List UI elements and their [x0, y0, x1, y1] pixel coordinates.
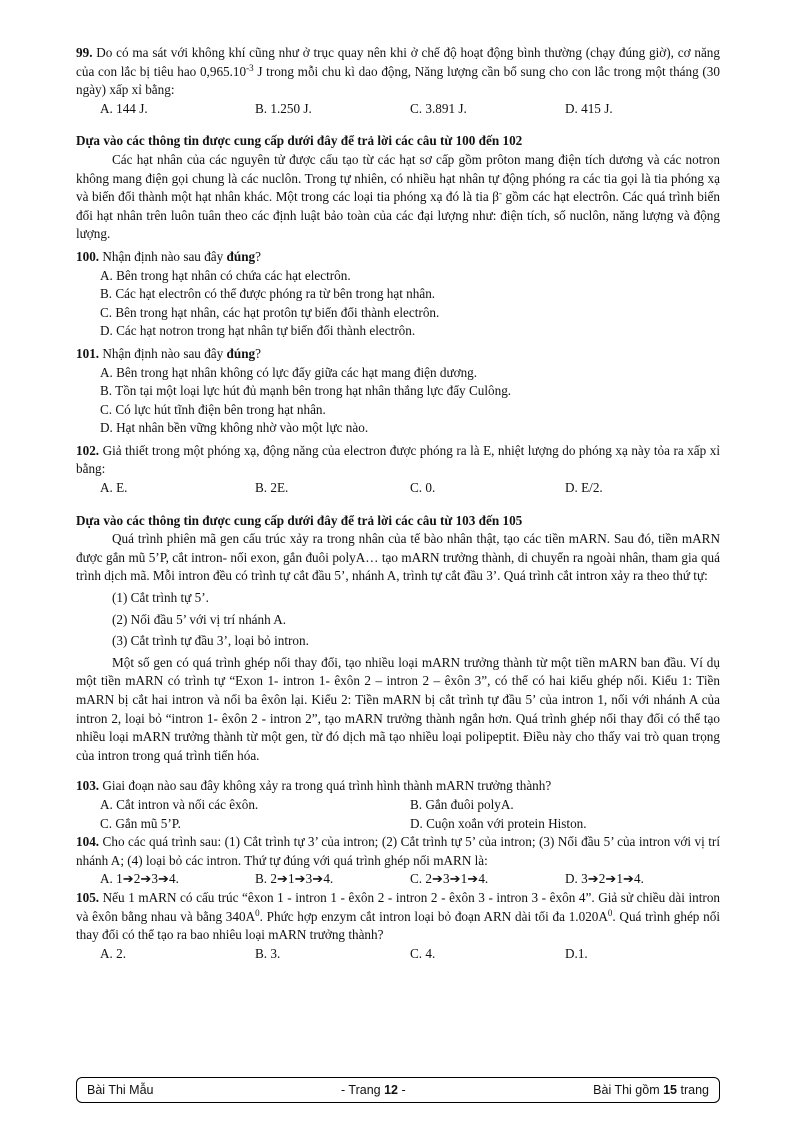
- question-102-stem: 102. Giả thiết trong một phóng xạ, động năng của electron được phóng ra là E, nhiệt lượng do phóng xạ này tỏa ra xấp xỉ bằng:: [76, 442, 720, 477]
- section-heading-103-105: Dựa vào các thông tin được cung cấp dưới đây để trả lời các câu từ 103 đến 105: [76, 512, 523, 528]
- option-d: D.1.: [565, 945, 588, 961]
- spacer: [76, 765, 720, 777]
- option-b: B. 3.: [255, 945, 281, 961]
- option-c: C. 2➔3➔1➔4.: [410, 871, 489, 887]
- option-d: D. Các hạt notron trong hạt nhân tự biến đổi thành electrôn.: [100, 323, 416, 339]
- answer-options: [76, 945, 720, 964]
- passage-nuclear: Các hạt nhân của các nguyên tử được cấu tạo từ các hạt sơ cấp gồm prôton mang điện tích dương và các notron không mang điện gọi chung là các nuclôn. Trong tự nhiên, có nhiều hạt nhân tự động phóng ra các tia gọi là tia phóng xạ và biến đổi thành một hạt nhân khác. Một trong các loại tia phóng xạ đó là tia β- gồm các hạt electrôn. Các quá trình biến đổi hạt nhân trên luôn tuân theo các định luật bảo toàn của các đại lượng như: điện tích, số nuclôn, năng lượng và động lượng.: [76, 151, 720, 242]
- question-101: [76, 345, 720, 438]
- option-b: B. Gắn đuôi polyA.: [410, 796, 514, 812]
- question-100-stem: 100. Nhận định nào sau đây đúng?: [76, 248, 261, 264]
- footer-total-pages: Bài Thi gồm 15 trang: [593, 1083, 709, 1097]
- question-number: 104.: [76, 834, 100, 850]
- option-c: C. Gắn mũ 5’P.: [100, 815, 181, 831]
- option-b: B. 2➔1➔3➔4.: [255, 871, 334, 887]
- option-c: C. Có lực hút tĩnh điện bên trong hạt nhân.: [100, 401, 326, 417]
- question-number: 100.: [76, 248, 100, 264]
- question-number: 103.: [76, 778, 100, 794]
- option-a: A. 2.: [100, 945, 127, 961]
- page-footer: [76, 1077, 720, 1103]
- question-104-stem: 104. Cho các quá trình sau: (1) Cắt trình tự 3’ của intron; (2) Cắt trình tự 5’ của intron; (3) Nối đầu 5’ của intron với vị trí nhánh A; (4) loại bỏ các intron. Thứ tự đúng với quá trình ghép nối mARN là:: [76, 834, 720, 868]
- footer-page-number: - Trang 12 -: [341, 1083, 406, 1097]
- option-d: D. Hạt nhân bền vững không nhờ vào một lực nào.: [100, 420, 369, 436]
- option-d: D. E/2.: [565, 480, 603, 496]
- step-2: (2) Nối đầu 5’ với vị trí nhánh A.: [112, 611, 287, 627]
- exam-page: [76, 44, 720, 963]
- question-number: 102.: [76, 442, 100, 458]
- step-3: (3) Cắt trình tự đầu 3’, loại bỏ intron.: [112, 633, 309, 649]
- answer-options: [76, 479, 720, 498]
- option-c: C. 0.: [410, 480, 436, 496]
- question-number: 101.: [76, 345, 100, 361]
- option-c: C. 4.: [410, 945, 436, 961]
- answer-options-row-2: [76, 815, 720, 834]
- option-d: D. Cuộn xoắn với protein Histon.: [410, 815, 587, 831]
- question-103: [76, 777, 720, 833]
- passage-mrna: Quá trình phiên mã gen cấu trúc xảy ra trong nhân của tế bào nhân thật, tạo các tiền mARN. Sau đó, tiền mARN được gắn mũ 5’P, cắt intron- nối exon, gắn đuôi polyA… tạo mARN trưởng thành, di chuyển ra ngoài nhân, tham gia quá trình dịch mã. Mỗi intron đều có trình tự cắt đầu 5’, nhánh A, trình tự cắt đầu 3’. Quá trình cắt intron xảy ra theo thứ tự:: [76, 531, 720, 584]
- option-d: D. 3➔2➔1➔4.: [565, 871, 644, 887]
- answer-options-row-1: [76, 796, 720, 815]
- footer-exam-name: Bài Thi Mẫu: [87, 1083, 154, 1097]
- question-104: [76, 833, 720, 889]
- option-a: A. E.: [100, 480, 128, 496]
- option-b: B. Tồn tại một loại lực hút đủ mạnh bên trong hạt nhân thắng lực đẩy Culông.: [100, 383, 512, 399]
- question-99: [76, 44, 720, 118]
- question-99-stem: 99. Do có ma sát với không khí cũng như ở trục quay nên khi ở chế độ hoạt động bình thường (chạy đúng giờ), cơ năng của con lắc bị tiêu hao $0,965.10^{-3}$ J trong mỗi chu kì dao động, Năng lượng cần bổ sung cho con lắc trong một tháng (30 ngày) xấp xỉ bằng:: [76, 45, 720, 98]
- option-c: C. Bên trong hạt nhân, các hạt protôn tự biến đổi thành electrôn.: [100, 304, 440, 320]
- question-105: [76, 889, 720, 963]
- option-a: A. Bên trong hạt nhân có chứa các hạt electrôn.: [100, 267, 351, 283]
- question-number: 99.: [76, 45, 93, 60]
- option-a: A. 144 J.: [100, 100, 148, 116]
- answer-options: [76, 100, 720, 119]
- answer-options: [76, 870, 720, 889]
- option-c: C. 3.891 J.: [410, 100, 467, 116]
- step-1: (1) Cắt trình tự 5’.: [112, 590, 209, 606]
- question-101-stem: 101. Nhận định nào sau đây đúng?: [76, 345, 261, 361]
- option-a: A. Cắt intron và nối các êxôn.: [100, 796, 259, 812]
- option-b: B. 2E.: [255, 480, 289, 496]
- question-103-stem: 103. Giai đoạn nào sau đây không xảy ra trong quá trình hình thành mARN trưởng thành?: [76, 778, 552, 794]
- option-b: B. Các hạt electrôn có thể được phóng ra từ bên trong hạt nhân.: [100, 286, 436, 302]
- option-d: D. 415 J.: [565, 100, 613, 116]
- option-b: B. 1.250 J.: [255, 100, 312, 116]
- option-a: A. Bên trong hạt nhân không có lực đẩy giữa các hạt mang điện dương.: [100, 364, 478, 380]
- section-heading-100-102: Dựa vào các thông tin được cung cấp dưới đây để trả lời các câu từ 100 đến 102: [76, 133, 523, 149]
- question-105-stem: 105. Nếu 1 mARN có cấu trúc “êxon 1 - intron 1 - êxôn 2 - intron 2 - êxôn 3 - intron 3 - êxôn 4”. Giả sử chiều dài intron và êxôn bằng nhau và bằng $340A^0$. Phức hợp enzym cắt intron loại bỏ đoạn ARN dài tối đa $1.020A^0$. Quá trình ghép nối thay đổi có thể tạo ra bao nhiêu loại mARN trưởng thành?: [76, 889, 720, 943]
- question-102: [76, 442, 720, 498]
- option-a: A. 1➔2➔3➔4.: [100, 871, 179, 887]
- passage-splicing: Một số gen có quá trình ghép nối thay đổi, tạo nhiều loại mARN trưởng thành từ một tiền mARN ban đầu. Ví dụ một tiền mARN có trình tự “Exon 1- intron 1- êxôn 2 – intron 2 – êxôn 3”, có thể có hai kiểu ghép nối. Kiểu 1: Tiền mARN bị cắt hai intron và nối ba êxôn lại. Kiểu 2: Tiền mARN bị cắt trình tự đầu 5’ của intron 1, nối với nhánh A của intron 2, loại bỏ “intron 1- êxôn 2 - intron 2”, tạo mARN trưởng thành ngắn hơn. Quá trình ghép nối thay đổi có thể tạo nhiều loại mARN trưởng thành từ một gen, từ đó dịch mã tạo nhiều loại polipeptit. Điều này cho thấy vai trò quan trọng của intron trong quá trình tiến hóa.: [76, 654, 720, 763]
- question-100: [76, 248, 720, 341]
- question-number: 105.: [76, 889, 100, 905]
